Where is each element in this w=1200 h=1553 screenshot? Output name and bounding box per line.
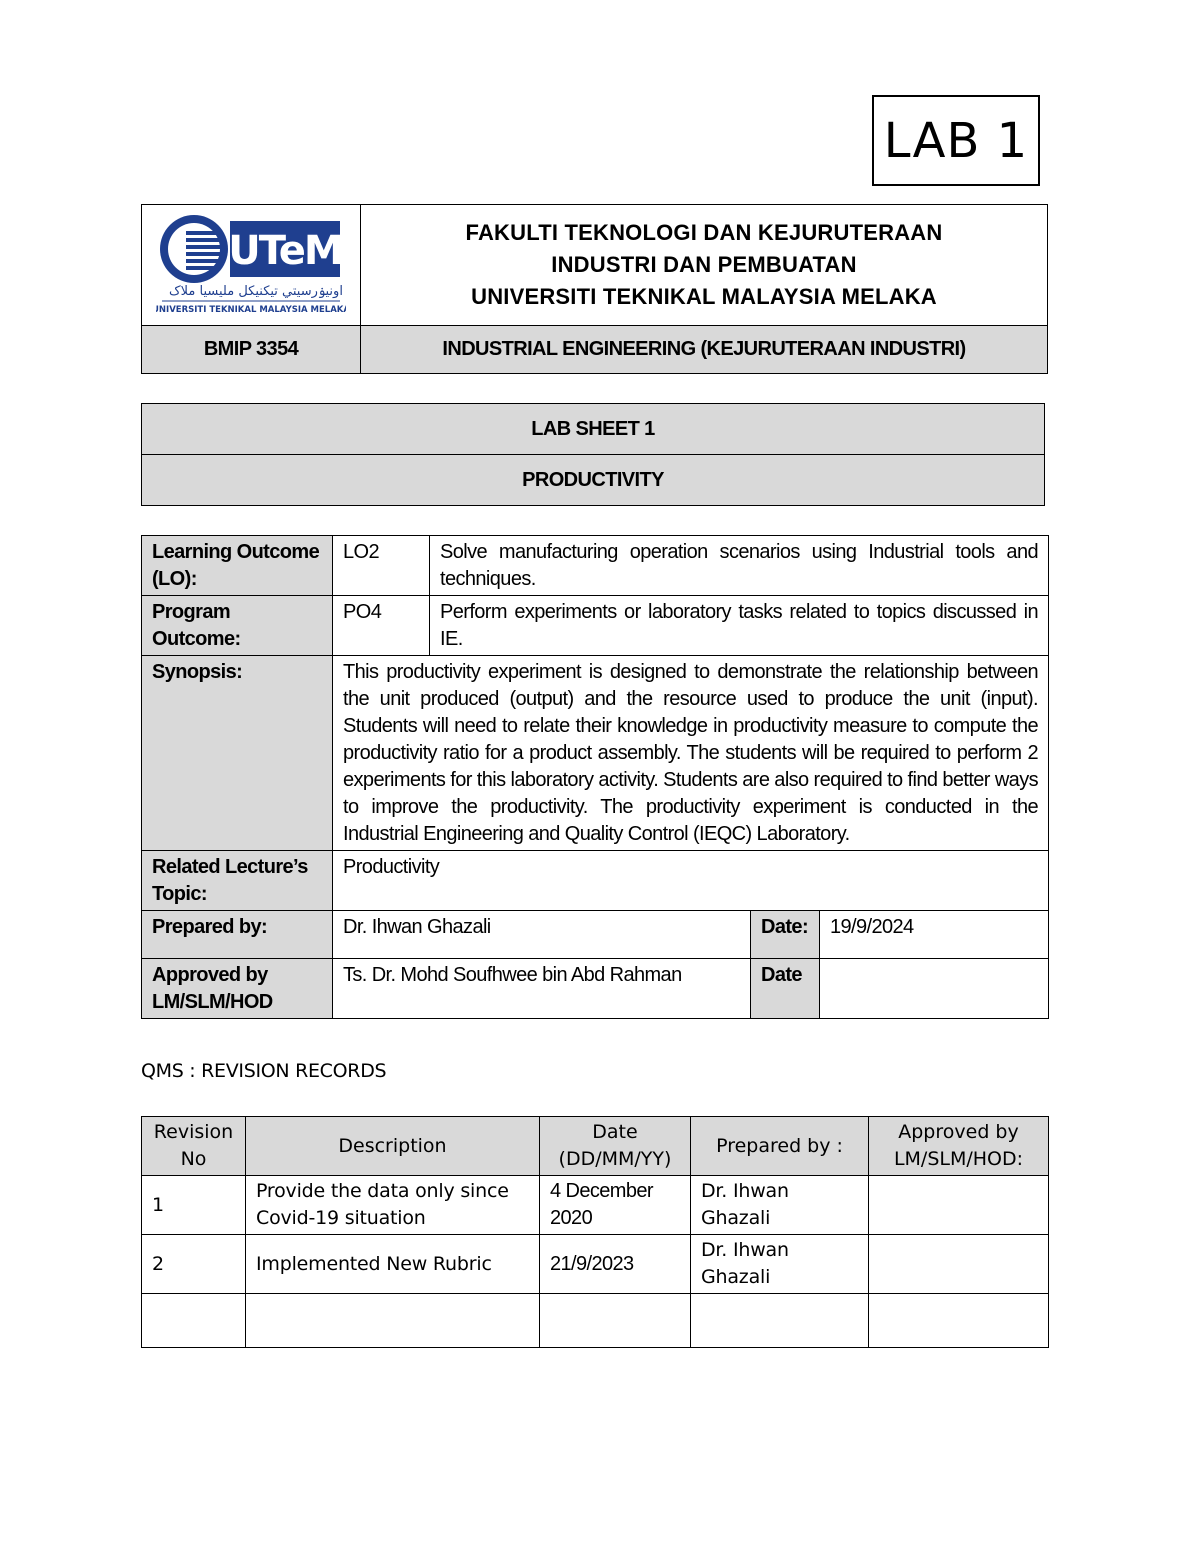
col-description: Description [246, 1117, 540, 1176]
revision-no [142, 1294, 246, 1348]
lo-label: Learning Outcome (LO): [142, 536, 333, 596]
approved-by-label: Approved by LM/SLM/HOD [142, 959, 333, 1019]
revision-date [540, 1294, 691, 1348]
revision-date: 4 December 2020 [540, 1176, 691, 1235]
po-label: Program Outcome: [142, 596, 333, 656]
lo-code: LO2 [333, 536, 430, 596]
revision-approved-by [869, 1294, 1049, 1348]
po-code: PO4 [333, 596, 430, 656]
revision-date: 21/9/2023 [540, 1235, 691, 1294]
revision-prepared-by [691, 1294, 869, 1348]
faculty-line-1: FAKULTI TEKNOLOGI DAN KEJURUTERAAN [465, 220, 943, 245]
revision-description [246, 1294, 540, 1348]
revision-description: Provide the data only since Covid-19 situation [246, 1176, 540, 1235]
revision-prepared-by: Dr. Ihwan Ghazali [691, 1176, 869, 1235]
revision-no: 2 [142, 1235, 246, 1294]
col-prepared-by: Prepared by : [691, 1117, 869, 1176]
prepared-date-value: 19/9/2024 [820, 911, 1049, 959]
approved-date-value [820, 959, 1049, 1019]
logo-wordmark: UTeM [228, 227, 342, 274]
logo-caption: UNIVERSITI TEKNIKAL MALAYSIA MELAKA [156, 304, 346, 315]
col-revision-no: Revision No [142, 1117, 246, 1176]
prepared-date-label: Date: [751, 911, 820, 959]
revision-records-table [141, 1116, 1049, 1348]
university-name: UNIVERSITI TEKNIKAL MALAYSIA MELAKA [471, 284, 937, 309]
university-logo [142, 205, 361, 326]
prepared-by-value: Dr. Ihwan Ghazali [333, 911, 751, 959]
course-name: INDUSTRIAL ENGINEERING (KEJURUTERAAN INDUSTRI) [361, 326, 1048, 374]
table-row [142, 1176, 1049, 1235]
faculty-line-2: INDUSTRI DAN PEMBUATAN [551, 252, 857, 277]
revision-approved-by [869, 1235, 1049, 1294]
lab-sheet-table [141, 403, 1045, 506]
utem-logo-graphic [156, 209, 346, 317]
table-row [142, 1235, 1049, 1294]
related-topic-label: Related Lecture’s Topic: [142, 851, 333, 911]
col-approved-by: Approved by LM/SLM/HOD: [869, 1117, 1049, 1176]
logo-jawi-text: اونيۏرسيتي تيکنيکل مليسيا ملاک [169, 283, 343, 299]
revision-header-row [142, 1117, 1049, 1176]
lab-sheet-title: LAB SHEET 1 [142, 404, 1045, 455]
header-table [141, 204, 1048, 374]
course-code: BMIP 3354 [142, 326, 361, 374]
faculty-title [361, 205, 1048, 326]
revision-approved-by [869, 1176, 1049, 1235]
lo-text: Solve manufacturing operation scenarios using Industrial tools and techniques. [430, 536, 1049, 596]
col-date: Date (DD/MM/YY) [540, 1117, 691, 1176]
prepared-by-label: Prepared by: [142, 911, 333, 959]
synopsis-label: Synopsis: [142, 656, 333, 851]
approved-by-value: Ts. Dr. Mohd Soufhwee bin Abd Rahman [333, 959, 751, 1019]
related-topic-value: Productivity [333, 851, 1049, 911]
approved-date-label: Date [751, 959, 820, 1019]
revision-prepared-by: Dr. Ihwan Ghazali [691, 1235, 869, 1294]
synopsis-text: This productivity experiment is designed to demonstrate the relationship between the unit produced (output) and the resource used to produce the unit (input). Students will need to relate their knowledge in productivity measure to compute the productivity ratio for a product assembly. The students will be required to perform 2 experiments for this laboratory activity. Students are also required to find better ways to improve the productivity. The productivity experiment is conducted in the Industrial Engineering and Quality Control (IEQC) Laboratory. [333, 656, 1049, 851]
table-row [142, 1294, 1049, 1348]
revision-no: 1 [142, 1176, 246, 1235]
revision-description: Implemented New Rubric [246, 1235, 540, 1294]
lab-topic: PRODUCTIVITY [142, 455, 1045, 506]
po-text: Perform experiments or laboratory tasks related to topics discussed in IE. [430, 596, 1049, 656]
qms-section-title: QMS : REVISION RECORDS [141, 1060, 387, 1082]
lab-number-badge: LAB 1 [872, 95, 1040, 186]
course-info-table [141, 535, 1049, 1019]
